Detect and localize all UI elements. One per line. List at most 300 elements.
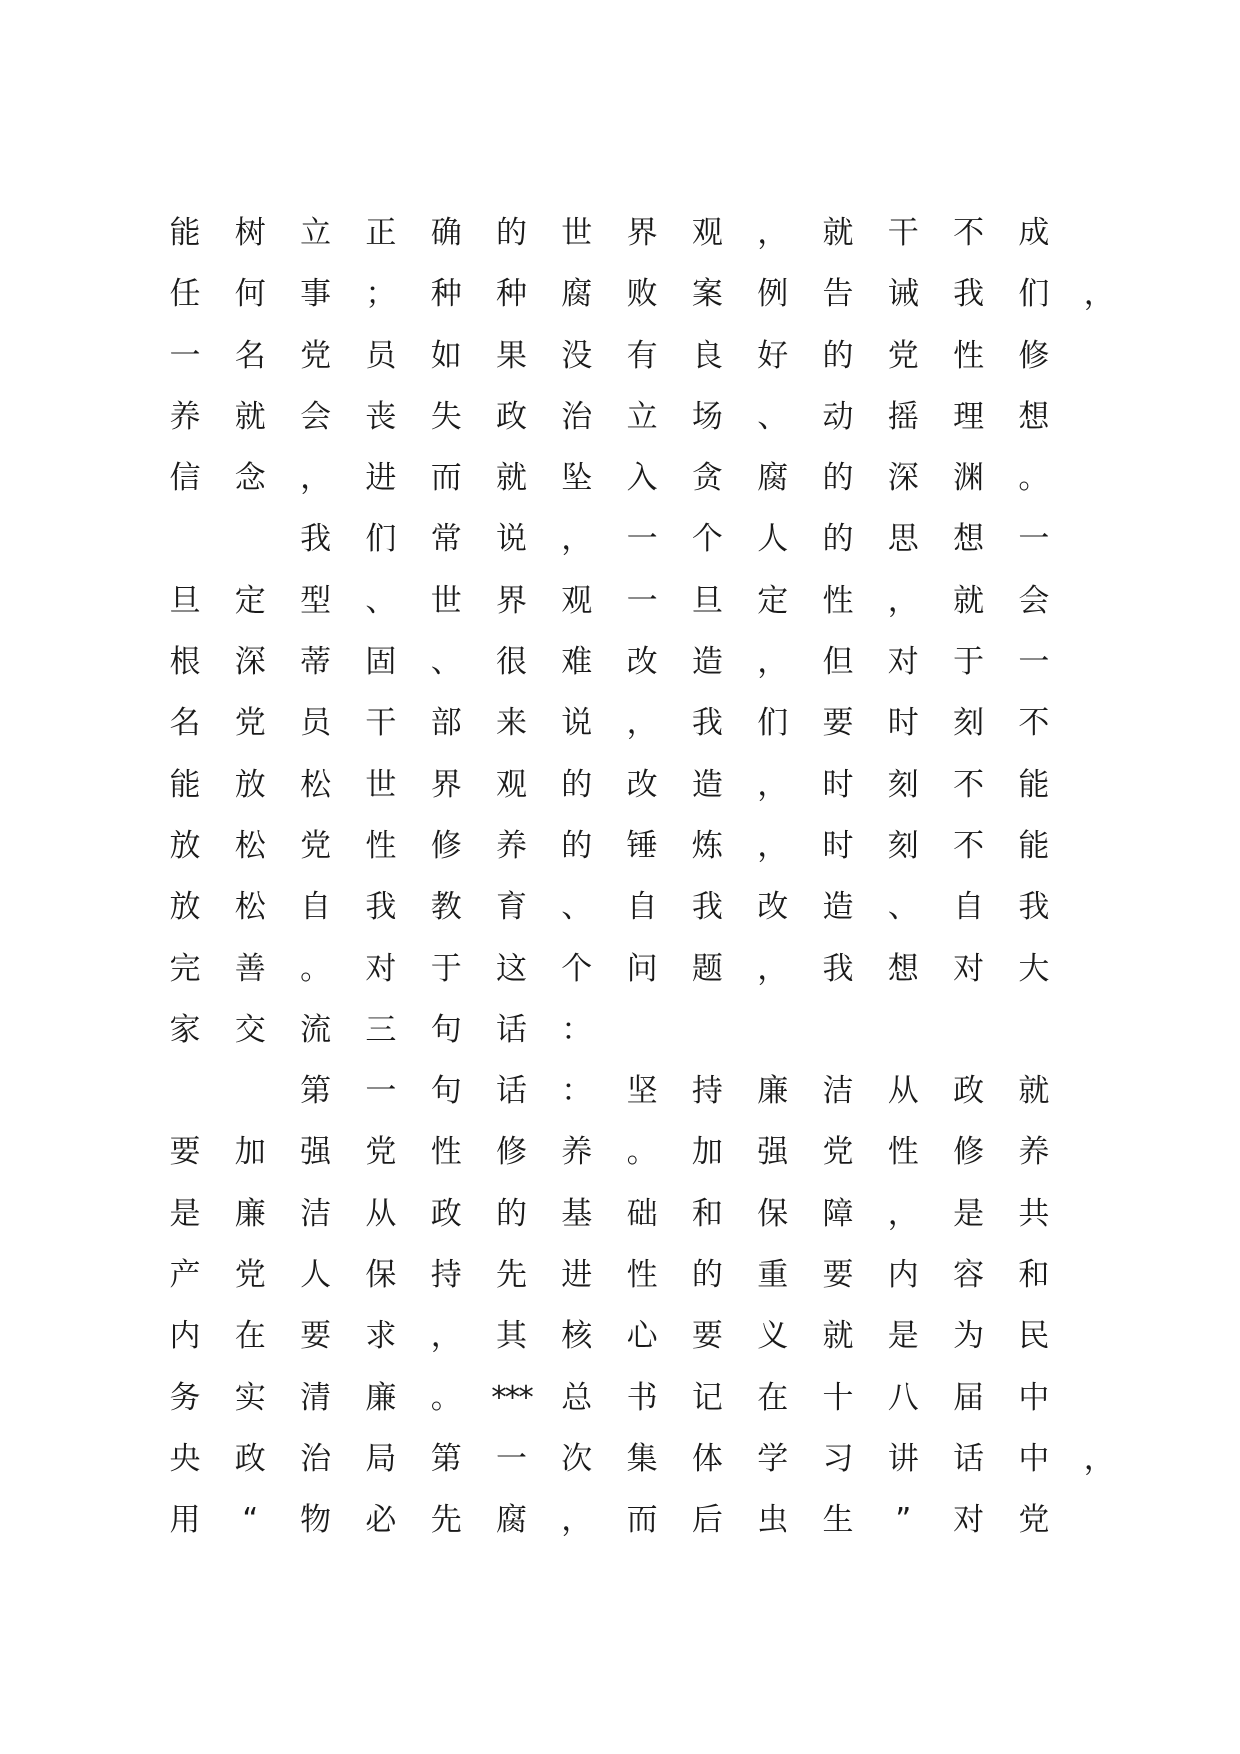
text-line [168, 571, 1068, 632]
character: 党 [887, 337, 919, 374]
character: 成 [1018, 215, 1050, 251]
character: 养 [496, 827, 527, 864]
character: 其 [496, 1318, 527, 1355]
character: 自 [953, 889, 985, 926]
character: 央 [169, 1440, 201, 1477]
character: ， [757, 215, 789, 251]
character: 改 [626, 644, 658, 681]
character: 时 [887, 705, 919, 742]
character: 共 [1018, 1195, 1050, 1232]
character: 。 [430, 1379, 462, 1416]
character: 生 [822, 1502, 854, 1539]
character: 性 [822, 582, 854, 619]
character: ； [365, 276, 397, 313]
character: 进 [365, 460, 397, 497]
character: 党 [365, 1134, 397, 1171]
character: 性 [953, 337, 985, 374]
character: 容 [953, 1257, 985, 1294]
character: 党 [1018, 1502, 1050, 1539]
character: 种 [430, 276, 462, 313]
character: 放 [234, 766, 266, 803]
character: 书 [626, 1379, 658, 1416]
character: 定 [757, 582, 789, 619]
character: 必 [365, 1502, 397, 1539]
character: 修 [496, 1134, 527, 1171]
character: 造 [691, 644, 723, 681]
character: 何 [234, 276, 266, 313]
character: 。 [1018, 460, 1050, 497]
character: 习 [822, 1440, 854, 1477]
character: 来 [496, 705, 527, 742]
character: 集 [626, 1440, 658, 1477]
text-line [168, 203, 1068, 264]
text-line [168, 264, 1115, 325]
character: 内 [169, 1318, 201, 1355]
character: 政 [430, 1195, 462, 1232]
character: 治 [561, 398, 593, 435]
character: 想 [887, 950, 919, 987]
character: 对 [953, 1502, 985, 1539]
character: 想 [1018, 398, 1050, 435]
character: 础 [626, 1195, 658, 1232]
character: 的 [561, 827, 593, 864]
character: 的 [561, 766, 593, 803]
character: 八 [887, 1379, 919, 1416]
character: 于 [953, 644, 985, 681]
character: 但 [822, 644, 854, 681]
character: 对 [953, 950, 985, 987]
character: 记 [691, 1379, 723, 1416]
character: 修 [1018, 337, 1050, 374]
character: 正 [365, 215, 397, 251]
character: 果 [496, 337, 527, 374]
character: 的 [822, 521, 854, 558]
character: 自 [300, 889, 332, 926]
character: 一 [1018, 521, 1050, 558]
text-line [168, 1490, 1068, 1551]
character: ， [561, 521, 593, 558]
character: 核 [561, 1318, 593, 1355]
character: 和 [1018, 1257, 1050, 1294]
character: 题 [691, 950, 723, 987]
character: 重 [757, 1257, 789, 1294]
text-line [168, 1368, 1068, 1429]
character: 就 [496, 460, 527, 497]
character: 要 [822, 705, 854, 742]
character: *** [491, 1379, 532, 1416]
character: 一 [626, 521, 658, 558]
character: 们 [365, 521, 397, 558]
text-line [168, 326, 1068, 387]
character: 部 [430, 705, 462, 742]
character: 世 [365, 766, 397, 803]
character: 界 [430, 766, 462, 803]
text-line [168, 387, 1068, 448]
character: 党 [234, 1257, 266, 1294]
character: 确 [430, 215, 462, 251]
character: 在 [234, 1318, 266, 1355]
character: 第 [430, 1440, 462, 1477]
character: ， [757, 950, 789, 987]
character: 是 [953, 1195, 985, 1232]
character: 就 [234, 398, 266, 435]
character: 摇 [887, 398, 919, 435]
character: 一 [1018, 644, 1050, 681]
character: 渊 [953, 460, 985, 497]
character: 进 [561, 1257, 593, 1294]
character: 个 [561, 950, 593, 987]
character: ， [887, 582, 919, 619]
character: 种 [496, 276, 527, 313]
character: 问 [626, 950, 658, 987]
character: 次 [561, 1440, 593, 1477]
character: 说 [496, 521, 527, 558]
character: 树 [234, 215, 266, 251]
character: 民 [1018, 1318, 1050, 1355]
character: “ [242, 1502, 259, 1539]
character: 修 [953, 1134, 985, 1171]
character: 观 [496, 766, 527, 803]
character: 后 [691, 1502, 723, 1539]
character: ： [561, 1073, 593, 1110]
character: 不 [953, 215, 985, 251]
character: 我 [822, 950, 854, 987]
character: 型 [300, 582, 332, 619]
character: 要 [822, 1257, 854, 1294]
character: 蒂 [300, 644, 332, 681]
character: 一 [365, 1073, 397, 1110]
text-line [168, 632, 1068, 693]
character: 养 [561, 1134, 593, 1171]
character: 、 [561, 889, 593, 926]
text-line [168, 693, 1068, 754]
character: 和 [691, 1195, 723, 1232]
character: 松 [300, 766, 332, 803]
character: 加 [234, 1134, 266, 1171]
character: 中 [1018, 1440, 1050, 1477]
character: 从 [365, 1195, 397, 1232]
character: 话 [953, 1440, 985, 1477]
character: 总 [561, 1379, 593, 1416]
character: 一 [169, 337, 201, 374]
character: 性 [365, 827, 397, 864]
character: 要 [691, 1318, 723, 1355]
character: 松 [234, 827, 266, 864]
character: 用 [169, 1502, 201, 1539]
character: 性 [430, 1134, 462, 1171]
character: 根 [169, 644, 201, 681]
character: 信 [169, 460, 201, 497]
character: 家 [169, 1011, 201, 1048]
character: 定 [234, 582, 266, 619]
character: 观 [691, 215, 723, 251]
character: 、 [430, 644, 462, 681]
character: 体 [691, 1440, 723, 1477]
character: 立 [626, 398, 658, 435]
character: ， [626, 705, 658, 742]
character: 我 [300, 521, 332, 558]
character: 理 [953, 398, 985, 435]
character: 句 [430, 1073, 462, 1110]
character: ” [895, 1502, 912, 1539]
character: 心 [626, 1318, 658, 1355]
character: 政 [496, 398, 527, 435]
character: 这 [496, 950, 527, 987]
character: ， [1083, 276, 1115, 313]
character: ， [561, 1502, 593, 1539]
character: 十 [822, 1379, 854, 1416]
character: 旦 [691, 582, 723, 619]
character: 我 [1018, 889, 1050, 926]
character: 话 [496, 1011, 527, 1048]
text-line [168, 816, 1068, 877]
character: 难 [561, 644, 593, 681]
character: 廉 [365, 1379, 397, 1416]
character: 清 [300, 1379, 332, 1416]
character: 、 [757, 398, 789, 435]
text-line [168, 1184, 1068, 1245]
character: 名 [169, 705, 201, 742]
character: 没 [561, 337, 593, 374]
character: 一 [626, 582, 658, 619]
character: 强 [300, 1134, 332, 1171]
character: 场 [691, 398, 723, 435]
character: 于 [430, 950, 462, 987]
character: 障 [822, 1195, 854, 1232]
character: ， [757, 644, 789, 681]
character: 世 [561, 215, 593, 251]
character: 改 [757, 889, 789, 926]
character: 学 [757, 1440, 789, 1477]
character: 就 [953, 582, 985, 619]
character: 自 [626, 889, 658, 926]
character: 养 [1018, 1134, 1050, 1171]
character: 很 [496, 644, 527, 681]
character: 虫 [757, 1502, 789, 1539]
character: 不 [1018, 705, 1050, 742]
character: 刻 [953, 705, 985, 742]
character: 丧 [365, 398, 397, 435]
character: 先 [430, 1502, 462, 1539]
character: ： [561, 1011, 593, 1048]
character: 的 [822, 460, 854, 497]
character: 刻 [887, 827, 919, 864]
character: 好 [757, 337, 789, 374]
character: 员 [365, 337, 397, 374]
character: 腐 [757, 460, 789, 497]
character: 深 [234, 644, 266, 681]
character: 锤 [626, 827, 658, 864]
character: 的 [822, 337, 854, 374]
character: 放 [169, 889, 201, 926]
character: 们 [757, 705, 789, 742]
character: 的 [496, 1195, 527, 1232]
character: 干 [365, 705, 397, 742]
character: 良 [691, 337, 723, 374]
character: 界 [496, 582, 527, 619]
character: 的 [496, 215, 527, 251]
text-line [168, 939, 1068, 1000]
character: 中 [1018, 1379, 1050, 1416]
character: 立 [300, 215, 332, 251]
character: 义 [757, 1318, 789, 1355]
character: 是 [887, 1318, 919, 1355]
character: 的 [691, 1257, 723, 1294]
character: 修 [430, 827, 462, 864]
text-line [168, 877, 1068, 938]
character: 想 [953, 521, 985, 558]
character: 持 [430, 1257, 462, 1294]
character: 时 [822, 766, 854, 803]
character: 如 [430, 337, 462, 374]
character: 念 [234, 460, 266, 497]
character: 贪 [691, 460, 723, 497]
character: 基 [561, 1195, 593, 1232]
character: 说 [561, 705, 593, 742]
character: 就 [822, 215, 854, 251]
character: 坚 [626, 1073, 658, 1110]
character: 我 [691, 889, 723, 926]
character: 告 [822, 276, 854, 313]
character: 造 [822, 889, 854, 926]
character: 员 [300, 705, 332, 742]
character: 能 [1018, 766, 1050, 803]
character: 界 [626, 215, 658, 251]
character: 讲 [887, 1440, 919, 1477]
character: 败 [626, 276, 658, 313]
character: 坠 [561, 460, 593, 497]
paragraph-start-line [168, 509, 1068, 570]
character: 性 [626, 1257, 658, 1294]
character: 内 [887, 1257, 919, 1294]
character: 性 [887, 1134, 919, 1171]
character: 对 [887, 644, 919, 681]
character: 会 [1018, 582, 1050, 619]
character: 局 [365, 1440, 397, 1477]
character: 党 [234, 705, 266, 742]
character: 教 [430, 889, 462, 926]
character: 旦 [169, 582, 201, 619]
paragraph-start-line [168, 1061, 1068, 1122]
character: 事 [300, 276, 332, 313]
character: 第 [300, 1073, 332, 1110]
character: 例 [757, 276, 789, 313]
character: ， [430, 1318, 462, 1355]
character: 时 [822, 827, 854, 864]
character: 个 [691, 521, 723, 558]
character: 交 [234, 1011, 266, 1048]
character: 能 [169, 215, 201, 251]
character: 炼 [691, 827, 723, 864]
text-line [168, 1306, 1068, 1367]
character: 人 [300, 1257, 332, 1294]
character: 养 [169, 398, 201, 435]
character: 放 [169, 827, 201, 864]
text-line [168, 1122, 1068, 1183]
character: 固 [365, 644, 397, 681]
character: 大 [1018, 950, 1050, 987]
character: 党 [822, 1134, 854, 1171]
character: 务 [169, 1379, 201, 1416]
character: 深 [887, 460, 919, 497]
character: 产 [169, 1257, 201, 1294]
character: 为 [953, 1318, 985, 1355]
character: 先 [496, 1257, 527, 1294]
character: 育 [496, 889, 527, 926]
character: 我 [365, 889, 397, 926]
character: 腐 [496, 1502, 527, 1539]
character: ， [887, 1195, 919, 1232]
character: 治 [300, 1440, 332, 1477]
character: 、 [365, 582, 397, 619]
character: 善 [234, 950, 266, 987]
character: 。 [626, 1134, 658, 1171]
character: 改 [626, 766, 658, 803]
character: 刻 [887, 766, 919, 803]
character: 就 [1018, 1073, 1050, 1110]
character: 、 [887, 889, 919, 926]
character: 而 [626, 1502, 658, 1539]
character: 我 [691, 705, 723, 742]
character: 会 [300, 398, 332, 435]
character: 保 [365, 1257, 397, 1294]
character: 从 [887, 1073, 919, 1110]
character: 。 [300, 950, 332, 987]
character: 保 [757, 1195, 789, 1232]
character: 对 [365, 950, 397, 987]
character: 入 [626, 460, 658, 497]
character: 洁 [300, 1195, 332, 1232]
character: 任 [169, 276, 201, 313]
character: 强 [757, 1134, 789, 1171]
character: 是 [169, 1195, 201, 1232]
character: 求 [365, 1318, 397, 1355]
character: 政 [234, 1440, 266, 1477]
character: 廉 [757, 1073, 789, 1110]
character: 思 [887, 521, 919, 558]
character: 句 [430, 1011, 462, 1048]
character: ， [757, 827, 789, 864]
body-text [168, 203, 1115, 1552]
character: 要 [300, 1318, 332, 1355]
character: 政 [953, 1073, 985, 1110]
character: 三 [365, 1011, 397, 1048]
character: 流 [300, 1011, 332, 1048]
character: 要 [169, 1134, 201, 1171]
character: 在 [757, 1379, 789, 1416]
character: 不 [953, 766, 985, 803]
character: 们 [1018, 276, 1050, 313]
character: 廉 [234, 1195, 266, 1232]
character: 名 [234, 337, 266, 374]
character: 松 [234, 889, 266, 926]
text-line [168, 1429, 1115, 1490]
character: 不 [953, 827, 985, 864]
character: 人 [757, 521, 789, 558]
character: 常 [430, 521, 462, 558]
character: 就 [822, 1318, 854, 1355]
character: 洁 [822, 1073, 854, 1110]
text-line [168, 1000, 1068, 1061]
character: ， [300, 460, 332, 497]
character: 造 [691, 766, 723, 803]
character: 观 [561, 582, 593, 619]
character: 腐 [561, 276, 593, 313]
text-line [168, 755, 1068, 816]
character: ， [1083, 1440, 1115, 1477]
character: 而 [430, 460, 462, 497]
character: 诫 [887, 276, 919, 313]
